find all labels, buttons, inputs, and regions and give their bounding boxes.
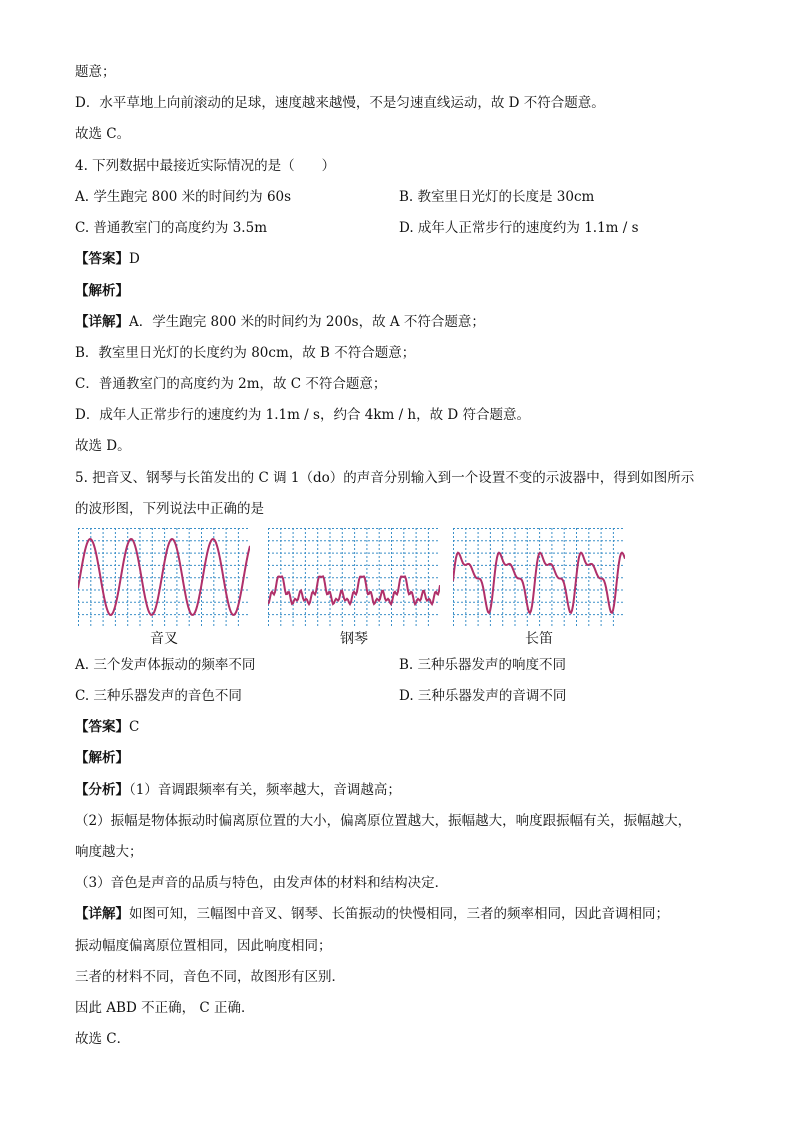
q5-fenxi-2: （2）振幅是物体振动时偏离原位置的大小，偏离原位置越大，振幅越大，响度跟振幅有关，振幅越大， (75, 813, 692, 829)
q4-detail-a (75, 312, 485, 332)
question-5-stem: 5. 把音叉、钢琴与长笛发出的 C 调 1（do）的声音分别输入到一个设置不变的示波器中，得到如图所示 (75, 470, 695, 486)
q4-detail-d: D．成年人正常步行的速度约为 1.1m / s，约合 4km / h，故 D 符合题意。 (75, 407, 531, 423)
question-4-stem: 4. 下列数据中最接近实际情况的是（ ） (75, 158, 336, 174)
tuning-fork-label: 音叉 (150, 631, 178, 647)
q5-fenxi-2-cont: 响度越大； (75, 844, 143, 860)
flute-wave-line (453, 553, 625, 613)
q5-conclusion: 故选 C． (75, 1031, 131, 1047)
analysis-tag: 【解析】 (75, 283, 129, 299)
flute-waveform (453, 528, 625, 626)
q5-option-a: A. 三个发声体振动的频率不同 (75, 657, 256, 673)
piano-waveform-svg (268, 528, 440, 626)
q4-analysis-tag (75, 281, 129, 301)
piano-label: 钢琴 (340, 631, 368, 647)
q5-detail-4: 因此 ABD 不正确， C 正确． (75, 1000, 255, 1016)
fenxi-tag: 【分析】 (75, 782, 129, 798)
q5-fenxi-1 (75, 780, 401, 800)
tuning-fork-wave-line (78, 539, 250, 615)
q5-detail-3: 三者的材料不同，音色不同，故图形有区别． (75, 969, 345, 985)
q5-analysis-tag (75, 748, 129, 768)
q4-option-b: B. 教室里日光灯的长度是 30cm (399, 189, 595, 205)
q5-detail-2: 振动幅度偏离原位置相同，因此响度相同； (75, 938, 332, 954)
q5-option-d: D. 三种乐器发声的音调不同 (399, 688, 567, 704)
q5-detail-1 (75, 904, 669, 924)
text-line: 题意； (75, 64, 116, 80)
flute-label: 长笛 (525, 631, 553, 647)
detail-text: 如图可知，三幅图中音叉、钢琴、长笛振动的快慢相同，三者的频率相同，因此音调相同； (129, 906, 669, 922)
tuning-fork-waveform-svg (78, 528, 250, 626)
analysis-tag: 【解析】 (75, 750, 129, 766)
tuning-fork-waveform (78, 528, 250, 626)
q5-answer (75, 717, 139, 737)
answer-tag: 【答案】 (75, 251, 129, 267)
q4-option-a: A. 学生跑完 800 米的时间约为 60s (75, 189, 292, 205)
answer-value: D (129, 251, 140, 267)
q4-detail-c: C．普通教室门的高度约为 2m，故 C 不符合题意； (75, 376, 387, 392)
q5-fenxi-3: （3）音色是声音的品质与特色，由发声体的材料和结构决定． (75, 875, 449, 891)
detail-text: A．学生跑完 800 米的时间约为 200s，故 A 不符合题意； (129, 314, 485, 330)
answer-value: C (129, 719, 140, 735)
answer-tag: 【答案】 (75, 719, 129, 735)
fenxi-text: （1）音调跟频率有关，频率越大，音调越高； (129, 782, 401, 798)
q4-answer (75, 249, 140, 269)
piano-waveform (268, 528, 440, 626)
detail-tag: 【详解】 (75, 314, 129, 330)
text-line: 故选 C。 (75, 126, 131, 142)
text-line: D．水平草地上向前滚动的足球，速度越来越慢，不是匀速直线运动，故 D 不符合题意。 (75, 95, 605, 111)
q4-detail-b: B．教室里日光灯的长度约为 80cm，故 B 不符合题意； (75, 345, 416, 361)
q4-conclusion: 故选 D。 (75, 438, 131, 454)
q4-option-c: C. 普通教室门的高度约为 3.5m (75, 220, 267, 236)
q4-option-d: D. 成年人正常步行的速度约为 1.1m / s (399, 220, 639, 236)
q5-option-c: C. 三种乐器发声的音色不同 (75, 688, 242, 704)
q5-option-b: B. 三种乐器发声的响度不同 (399, 657, 567, 673)
detail-tag: 【详解】 (75, 906, 129, 922)
question-5-stem-cont: 的波形图，下列说法中正确的是 (75, 501, 264, 517)
flute-waveform-svg (453, 528, 625, 626)
